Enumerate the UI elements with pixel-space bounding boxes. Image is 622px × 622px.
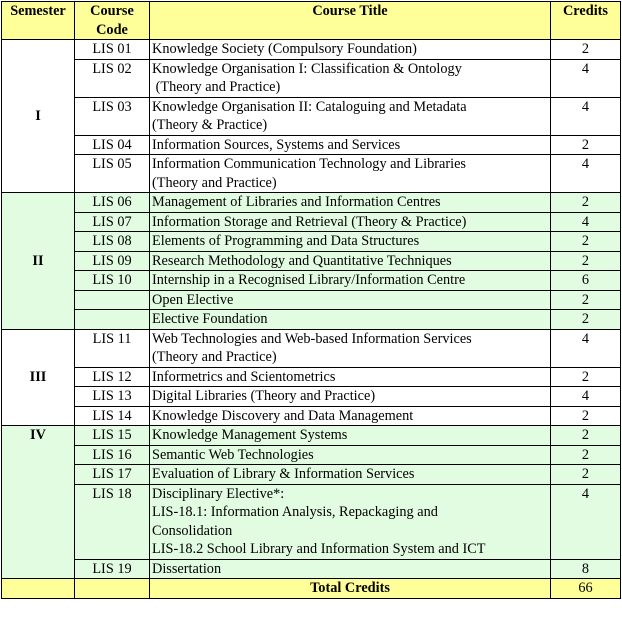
course-code <box>75 290 150 310</box>
total-empty-cell <box>2 579 75 599</box>
course-code: LIS 02 <box>75 59 150 97</box>
header-course-code: Course Code <box>75 2 150 40</box>
course-row <box>2 97 621 135</box>
course-title-line: (Theory and Practice) <box>152 174 277 191</box>
course-title <box>150 97 551 135</box>
course-credits: 4 <box>551 329 621 367</box>
course-title <box>150 155 551 193</box>
semester-label: IV <box>2 426 75 579</box>
course-code: LIS 15 <box>75 426 150 446</box>
course-row <box>2 406 621 426</box>
course-credits: 2 <box>551 135 621 155</box>
course-row <box>2 59 621 97</box>
course-code: LIS 07 <box>75 212 150 232</box>
course-row <box>2 559 621 579</box>
course-row <box>2 484 621 559</box>
course-code: LIS 13 <box>75 387 150 407</box>
course-title-line: Information Sources, Systems and Services <box>152 136 401 153</box>
course-title-line: LIS-18.1: Information Analysis, Repackaging and <box>152 504 438 520</box>
course-credits: 2 <box>551 465 621 485</box>
header-credits: Credits <box>551 2 621 40</box>
course-title <box>150 212 551 232</box>
course-credits: 2 <box>551 445 621 465</box>
course-title <box>150 251 551 271</box>
total-credits-label: Total Credits <box>150 579 551 599</box>
course-title-line: (Theory & Practice) <box>152 117 268 133</box>
course-row <box>2 271 621 291</box>
course-title <box>150 135 551 155</box>
course-title-line: Knowledge Organisation I: Classification & Ontology <box>152 60 462 77</box>
header-row <box>2 2 621 40</box>
course-title-line: Web Technologies and Web-based Information Services <box>152 330 472 347</box>
course-credits: 4 <box>551 484 621 559</box>
course-credits: 2 <box>551 232 621 252</box>
course-row <box>2 212 621 232</box>
course-row <box>2 310 621 330</box>
course-code: LIS 04 <box>75 135 150 155</box>
course-code: LIS 16 <box>75 445 150 465</box>
course-title <box>150 232 551 252</box>
course-row <box>2 329 621 367</box>
course-title-line: (Theory and Practice) <box>152 79 281 95</box>
course-code: LIS 03 <box>75 97 150 135</box>
course-title <box>150 310 551 330</box>
course-code: LIS 01 <box>75 40 150 60</box>
course-code: LIS 19 <box>75 559 150 579</box>
course-title <box>150 426 551 446</box>
course-code: LIS 10 <box>75 271 150 291</box>
course-code: LIS 11 <box>75 329 150 367</box>
course-title-line: Knowledge Discovery and Data Management <box>152 407 414 424</box>
course-title-line: Information Communication Technology and Libraries <box>152 156 466 172</box>
course-code: LIS 14 <box>75 406 150 426</box>
course-title <box>150 406 551 426</box>
course-title-line: Consolidation <box>152 522 233 539</box>
course-title <box>150 40 551 60</box>
course-code: LIS 06 <box>75 193 150 213</box>
course-title <box>150 484 551 559</box>
course-title-line: Knowledge Society (Compulsory Foundation) <box>152 41 417 57</box>
course-credits: 4 <box>551 59 621 97</box>
course-row <box>2 155 621 193</box>
course-credits: 8 <box>551 559 621 579</box>
total-row <box>2 579 621 599</box>
course-credits: 2 <box>551 251 621 271</box>
course-title <box>150 193 551 213</box>
course-credits: 2 <box>551 406 621 426</box>
course-table <box>1 1 621 599</box>
course-title-line: Knowledge Organisation II: Cataloguing and Metadata <box>152 98 467 115</box>
course-title-line: Informetrics and Scientometrics <box>152 368 336 385</box>
course-code: LIS 17 <box>75 465 150 485</box>
course-title-line: Internship in a Recognised Library/Information Centre <box>152 272 466 288</box>
course-credits: 4 <box>551 212 621 232</box>
course-code <box>75 310 150 330</box>
course-credits: 4 <box>551 97 621 135</box>
course-credits: 2 <box>551 426 621 446</box>
total-empty-cell <box>75 579 150 599</box>
course-title-line: Knowledge Management Systems <box>152 427 348 443</box>
course-body <box>2 40 621 599</box>
course-title-line: (Theory and Practice) <box>152 349 277 365</box>
header-semester: Semester <box>2 2 75 40</box>
total-credits-value: 66 <box>551 579 621 599</box>
course-title <box>150 329 551 367</box>
course-title <box>150 367 551 387</box>
course-row <box>2 426 621 446</box>
course-title <box>150 290 551 310</box>
course-row <box>2 290 621 310</box>
course-title-line: Evaluation of Library & Information Services <box>152 466 415 482</box>
header-course-title: Course Title <box>150 2 551 40</box>
course-row <box>2 387 621 407</box>
course-row <box>2 193 621 213</box>
course-title-line: Elective Foundation <box>152 311 268 327</box>
course-credits: 2 <box>551 290 621 310</box>
course-title <box>150 445 551 465</box>
course-row <box>2 251 621 271</box>
course-code: LIS 05 <box>75 155 150 193</box>
course-row <box>2 445 621 465</box>
course-title <box>150 59 551 97</box>
semester-label: III <box>2 329 75 426</box>
course-title <box>150 465 551 485</box>
course-credits: 4 <box>551 387 621 407</box>
course-title-line: Open Elective <box>152 291 234 308</box>
semester-label: II <box>2 193 75 330</box>
course-credits: 2 <box>551 367 621 387</box>
course-title-line: Dissertation <box>152 560 222 577</box>
semester-label: I <box>2 40 75 193</box>
course-title <box>150 271 551 291</box>
course-code: LIS 09 <box>75 251 150 271</box>
course-row <box>2 367 621 387</box>
course-title-line: Semantic Web Technologies <box>152 446 314 463</box>
course-row <box>2 135 621 155</box>
course-credits: 2 <box>551 40 621 60</box>
course-credits: 2 <box>551 193 621 213</box>
course-credits: 6 <box>551 271 621 291</box>
course-title-line: Elements of Programming and Data Structures <box>152 233 420 249</box>
course-code: LIS 18 <box>75 484 150 559</box>
course-title-line: LIS-18.2 School Library and Information System and ICT <box>152 541 486 557</box>
course-code: LIS 08 <box>75 232 150 252</box>
course-code: LIS 12 <box>75 367 150 387</box>
course-row <box>2 465 621 485</box>
course-credits: 2 <box>551 310 621 330</box>
course-title-line: Information Storage and Retrieval (Theory & Practice) <box>152 213 467 230</box>
course-title-line: Digital Libraries (Theory and Practice) <box>152 388 376 404</box>
course-title <box>150 559 551 579</box>
course-title-line: Disciplinary Elective*: <box>152 485 285 502</box>
course-row <box>2 232 621 252</box>
course-title-line: Management of Libraries and Information Centres <box>152 194 441 210</box>
course-row <box>2 40 621 60</box>
course-title <box>150 387 551 407</box>
course-title-line: Research Methodology and Quantitative Techniques <box>152 252 452 269</box>
course-credits: 4 <box>551 155 621 193</box>
